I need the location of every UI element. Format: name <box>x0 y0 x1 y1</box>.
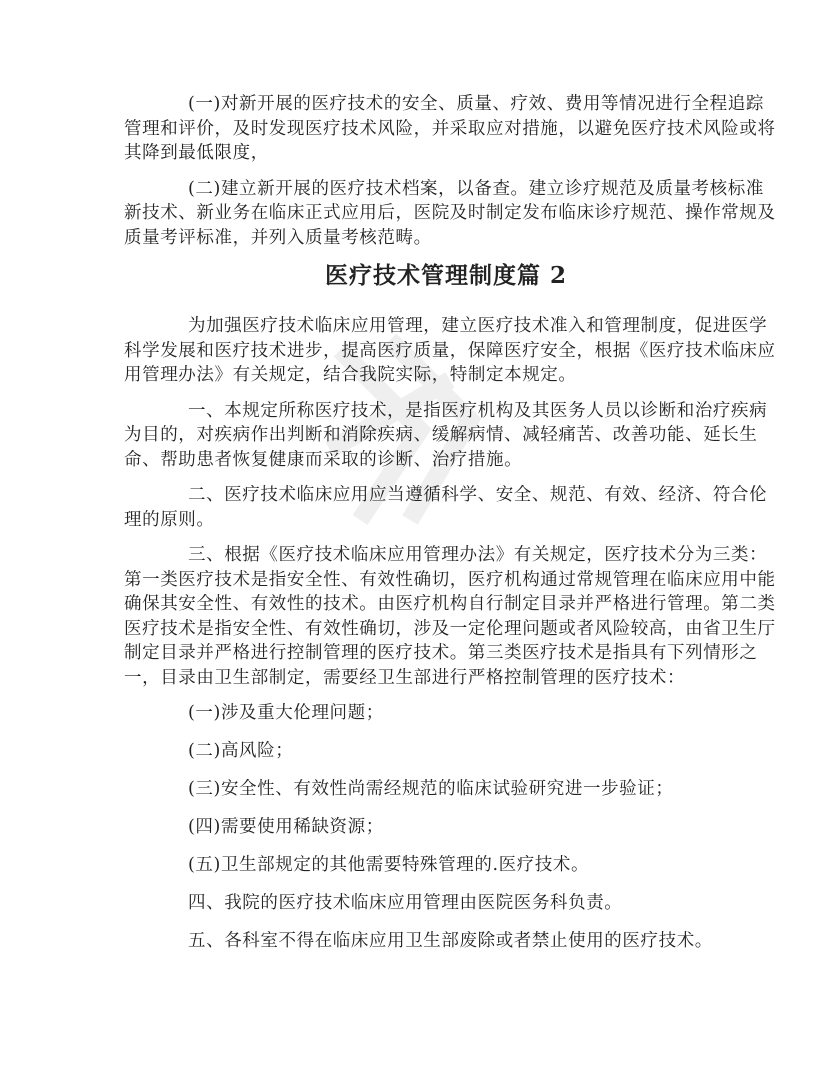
paragraph <box>124 483 768 532</box>
list-item: (一)涉及重大伦理问题； <box>188 703 384 723</box>
document-page <box>124 92 776 967</box>
text-line: 二、医疗技术临床应用应当遵循科学、安全、规范、有效、经济、符合伦 <box>188 485 768 505</box>
text-line: 为目的，对疾病作出判断和消除疾病、缓解病情、减轻痛苦、改善功能、延长生 <box>124 425 758 445</box>
paragraph <box>124 399 768 473</box>
text-line: 用管理办法》有关规定，结合我院实际，特制定本规定。 <box>124 365 577 385</box>
text-line: 确保其安全性、有效性的技术。由医疗机构自行制定目录并严格进行管理。第二类 <box>124 594 776 614</box>
text-line: 三、根据《医疗技术临床应用管理办法》有关规定，医疗技术分为三类： <box>188 545 768 565</box>
list-item: (二)高风险； <box>188 741 294 761</box>
text-line: 为加强医疗技术临床应用管理，建立医疗技术准入和管理制度，促进医学 <box>188 316 768 336</box>
list-item: (五)卫生部规定的其他需要特殊管理的.医疗技术。 <box>188 855 590 875</box>
paragraph <box>124 314 776 388</box>
paragraph <box>124 543 776 690</box>
section-title: 医疗技术管理制度篇 2 <box>324 262 567 289</box>
list-item: (四)需要使用稀缺资源； <box>188 817 384 837</box>
text-line: 医疗技术是指安全性、有效性确切，涉及一定伦理问题或者风险较高，由省卫生厅 <box>124 618 776 639</box>
paragraph <box>124 177 776 251</box>
list-item: 四、我院的医疗技术临床应用管理由医院医务科负责。 <box>188 893 623 913</box>
rule-list <box>124 701 713 954</box>
section-2-body <box>124 314 776 690</box>
text-line: 一、本规定所称医疗技术，是指医疗机构及其医务人员以诊断和治疗疾病 <box>188 400 768 421</box>
text-line: 新技术、新业务在临床正式应用后，医院及时制定发布临床诊疗规范、操作常规及 <box>124 203 776 223</box>
text-line: 制定目录并严格进行控制管理的医疗技术。第三类医疗技术是指具有下列情形之 <box>124 643 758 663</box>
list-item: 五、各科室不得在临床应用卫生部废除或者禁止使用的医疗技术。 <box>188 931 713 951</box>
text-line: 其降到最低限度， <box>124 143 269 163</box>
text-line: (一)对新开展的医疗技术的安全、质量、疗效、费用等情况进行全程追踪 <box>188 94 764 114</box>
section-1 <box>124 92 776 250</box>
text-line: 质量考评标准，并列入质量考核范畴。 <box>124 227 432 248</box>
text-line: 科学发展和医疗技术进步，提高医疗质量，保障医疗安全，根据《医疗技术临床应 <box>124 340 776 361</box>
paragraph <box>124 92 776 166</box>
text-line: (二)建立新开展的医疗技术档案，以备查。建立诊疗规范及质量考核标准 <box>188 178 764 199</box>
text-line: 一，目录由卫生部制定，需要经卫生部进行严格控制管理的医疗技术： <box>124 667 686 688</box>
text-line: 命、帮助患者恢复健康而采取的诊断、治疗措施。 <box>124 449 523 470</box>
list-item: (三)安全性、有效性尚需经规范的临床试验研究进一步验证； <box>188 779 674 799</box>
text-line: 理的原则。 <box>124 509 215 530</box>
text-line: 管理和评价，及时发现医疗技术风险，并采取应对措施，以避免医疗技术风险或将 <box>124 118 776 139</box>
text-line: 第一类医疗技术是指安全性、有效性确切，医疗机构通过常规管理在临床应用中能 <box>124 569 776 590</box>
